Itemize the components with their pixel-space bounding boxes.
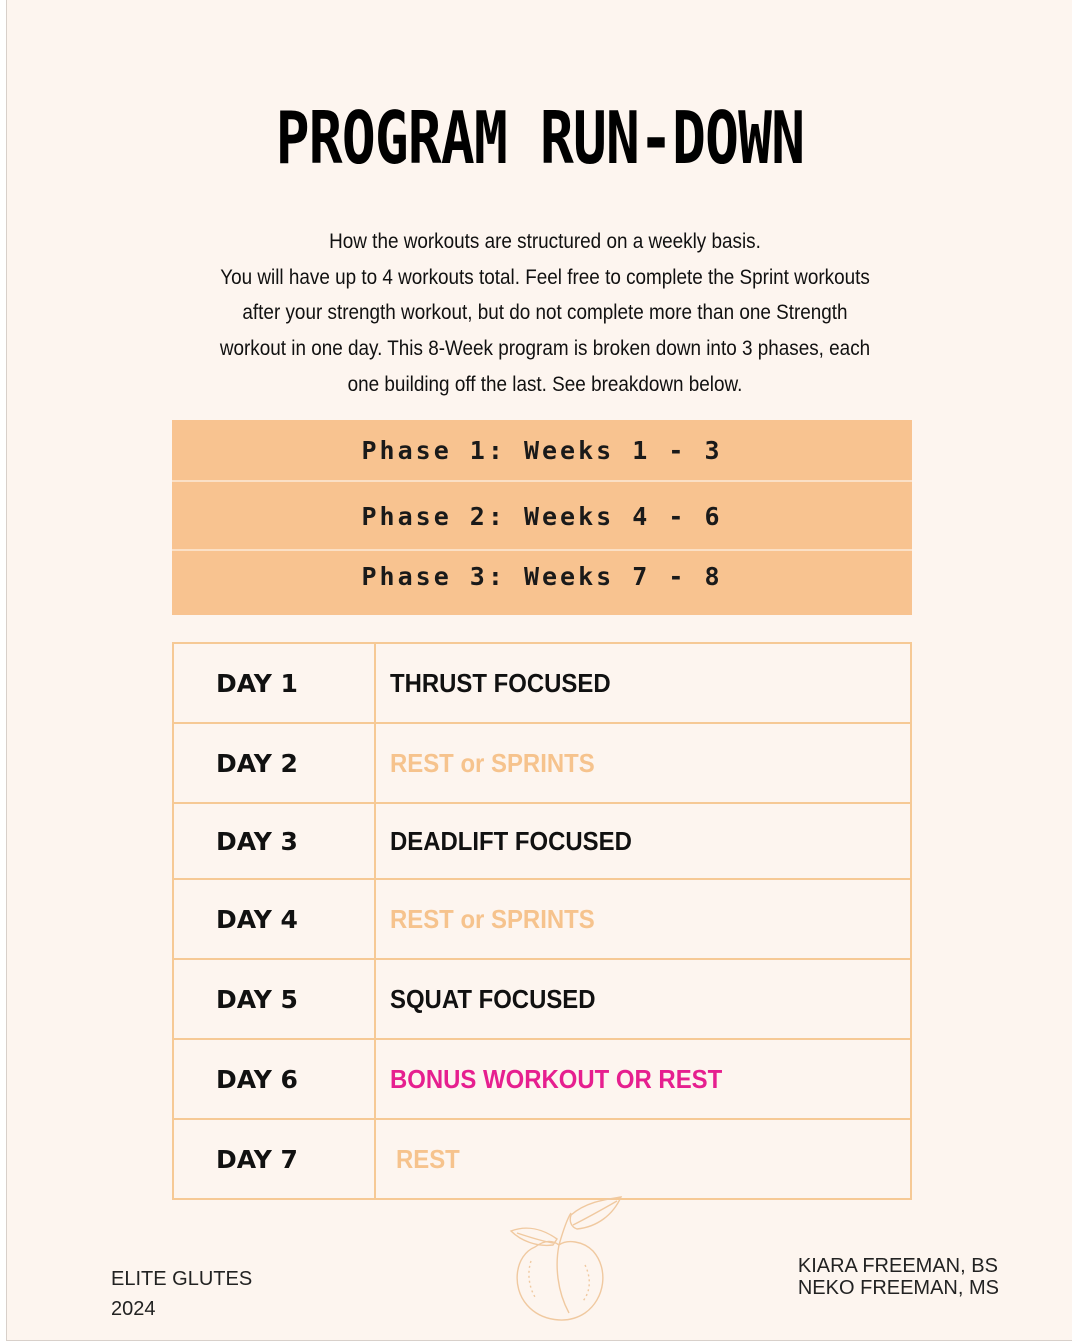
footer-brand-block — [111, 1264, 252, 1324]
schedule-row-day-7 — [173, 1119, 911, 1199]
footer-authors-block — [798, 1255, 999, 1299]
day-label: DAY 1 — [173, 643, 375, 723]
day-label: DAY 6 — [173, 1039, 375, 1119]
footer-author: NEKO FREEMAN, MS — [797, 1277, 999, 1299]
schedule-row-day-2 — [173, 723, 911, 803]
phase-band — [172, 420, 912, 615]
intro-line: one building off the last. See breakdown below. — [347, 372, 743, 396]
day-label: DAY 7 — [173, 1119, 375, 1199]
day-label: DAY 4 — [173, 879, 375, 959]
day-label: DAY 3 — [173, 803, 375, 879]
day-label: DAY 2 — [173, 723, 375, 803]
schedule-row-day-3 — [173, 803, 911, 879]
phase-1-label: Phase 1: Weeks 1 - 3 — [361, 436, 723, 465]
phase-2-label: Phase 2: Weeks 4 - 6 — [361, 502, 723, 531]
intro-line: How the workouts are structured on a weekly basis. — [329, 230, 761, 253]
intro-text — [187, 224, 903, 403]
peach-icon — [497, 1195, 627, 1325]
plan-label: DEADLIFT FOCUSED — [375, 803, 911, 879]
page-title: PROGRAM RUN-DOWN — [275, 96, 805, 180]
footer-author: KIARA FREEMAN, BS — [797, 1255, 998, 1277]
schedule-row-day-1 — [173, 643, 911, 723]
plan-label: BONUS WORKOUT OR REST — [375, 1039, 911, 1119]
intro-line: workout in one day. This 8-Week program is broken down into 3 phases, each — [219, 337, 871, 361]
plan-label: REST or SPRINTS — [375, 723, 911, 803]
footer-year: 2024 — [111, 1298, 156, 1320]
phase-3-label: Phase 3: Weeks 7 - 8 — [361, 562, 723, 591]
day-label: DAY 5 — [173, 959, 375, 1039]
phase-divider — [172, 480, 912, 482]
intro-line: You will have up to 4 workouts total. Feel free to complete the Sprint workouts — [220, 265, 870, 289]
plan-label: REST — [375, 1119, 911, 1199]
schedule-row-day-5 — [173, 959, 911, 1039]
phase-divider — [172, 549, 912, 551]
schedule-row-day-4 — [173, 879, 911, 959]
plan-label: SQUAT FOCUSED — [375, 959, 911, 1039]
schedule-row-day-6 — [173, 1039, 911, 1119]
page — [6, 0, 1072, 1341]
plan-label: THRUST FOCUSED — [375, 643, 911, 723]
plan-label: REST or SPRINTS — [375, 879, 911, 959]
footer-brand: ELITE GLUTES — [111, 1268, 253, 1290]
weekly-schedule-table — [172, 642, 912, 1200]
intro-line: after your strength workout, but do not complete more than one Strength — [242, 301, 848, 325]
